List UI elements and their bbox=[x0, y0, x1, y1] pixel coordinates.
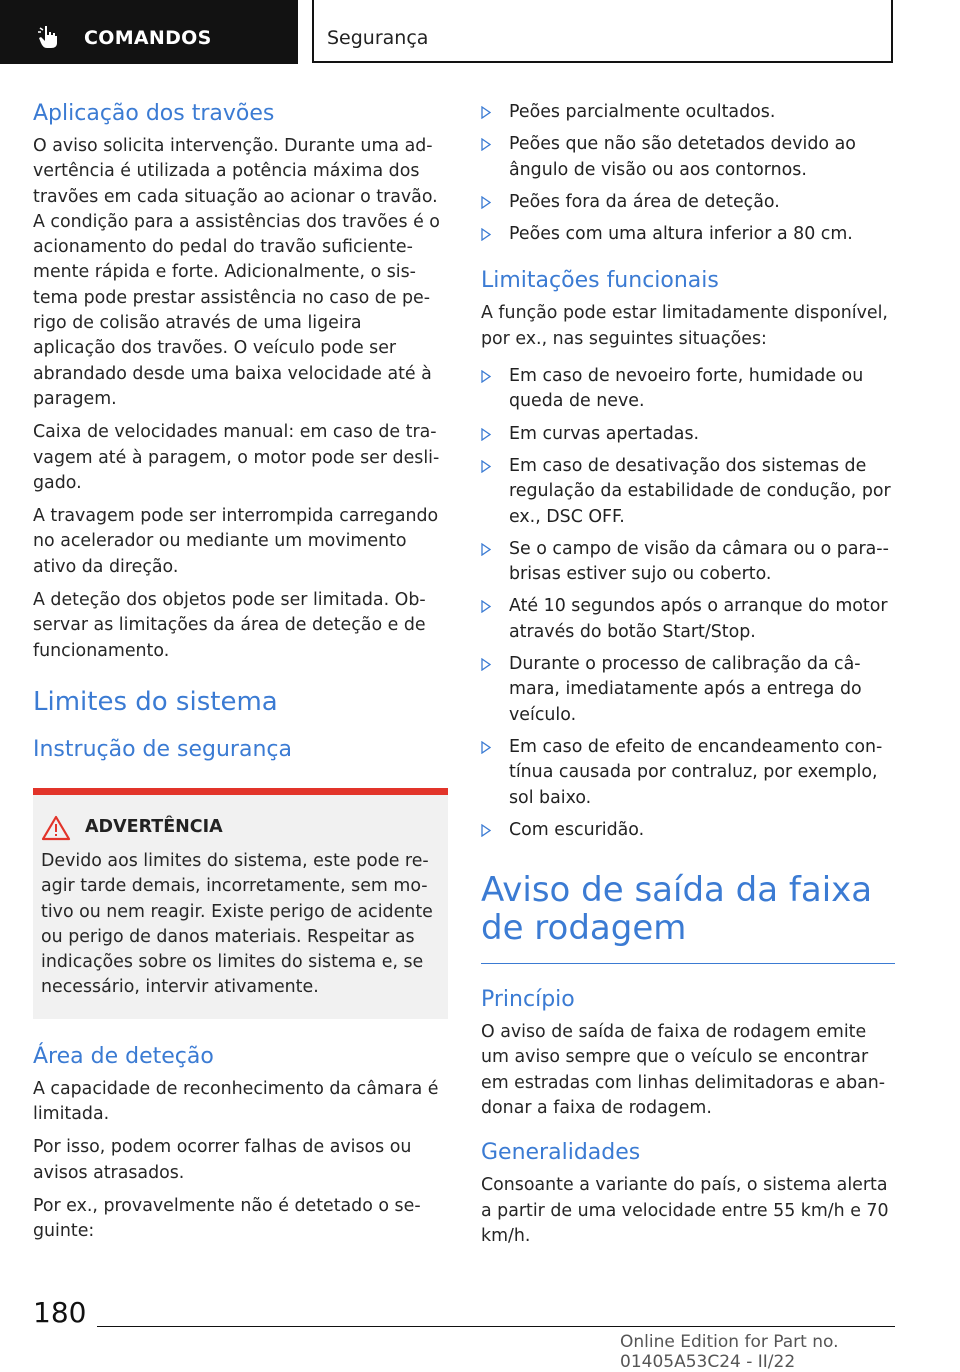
paragraph: Por isso, podem ocorrer falhas de avisos ou avisos atrasados. bbox=[33, 1137, 412, 1183]
bullet-triangle-icon bbox=[481, 196, 491, 209]
bullet-list-functional bbox=[481, 364, 895, 843]
hand-pointer-icon bbox=[36, 24, 62, 50]
chapter-title: Segurança bbox=[327, 27, 429, 49]
bullet-triangle-icon bbox=[481, 824, 491, 837]
list-item: Durante o processo de calibração da câ-mara, imediatamente após a entrega do veículo. bbox=[481, 652, 895, 728]
paragraph: O aviso de saída de faixa de rodagem emite um aviso sempre que o veículo se encontrar em estradas com linhas delimitadoras e aban-donar a faixa de rodagem. bbox=[481, 1022, 886, 1119]
list-item: Em caso de efeito de encandeamento con-tínua causada por contraluz, por exemplo, sol baixo. bbox=[481, 735, 895, 811]
list-item: Peões parcialmente ocultados. bbox=[481, 100, 895, 125]
heading-braking: Aplicação dos travões bbox=[33, 101, 275, 126]
bullet-triangle-icon bbox=[481, 370, 491, 383]
bullet-triangle-icon bbox=[481, 106, 491, 119]
list-item: Em caso de nevoeiro forte, humidade ou queda de neve. bbox=[481, 364, 895, 415]
bullet-triangle-icon bbox=[481, 460, 491, 473]
warning-label: ADVERTÊNCIA bbox=[85, 817, 223, 838]
paragraph: A deteção dos objetos pode ser limitada. Ob-servar as limitações da área de deteção e de funcionamento. bbox=[33, 590, 426, 661]
bullet-triangle-icon bbox=[481, 543, 491, 556]
bullet-list-area bbox=[481, 100, 895, 247]
paragraph: Por ex., provavelmente não é detetado o se-guinte: bbox=[33, 1195, 421, 1242]
paragraph: O aviso solicita intervenção. Durante uma ad-vertência é utilizada a potência máxima dos travões em cada situação ao acionar o travão. A condição para a assistências dos travões é o acionamento do pedal do travão suficiente-mente rápida e forte. Adicionalmente, o sis-tema pode prestar assistência no caso de pe-rigo de colisão através de uma ligeira aplicação dos travões. O veículo pode ser abrandado desde uma baixa velocidade até à paragem. bbox=[33, 136, 440, 409]
list-item: Peões que não são detetados devido ao ângulo de visão ou aos contornos. bbox=[481, 132, 895, 183]
paragraph: A travagem pode ser interrompida carregando no acelerador ou mediante um movimento ativo da direção. bbox=[33, 506, 439, 577]
bullet-triangle-icon bbox=[481, 228, 491, 241]
paragraph: A função pode estar limitadamente disponível, por ex., nas seguintes situações: bbox=[481, 303, 888, 349]
paragraph: Caixa de velocidades manual: em caso de tra-vagem até à paragem, o motor pode ser desli-gado. bbox=[33, 422, 440, 493]
section-title: COMANDOS bbox=[84, 27, 212, 49]
heading-general: Generalidades bbox=[481, 1140, 641, 1166]
list-item: Até 10 segundos após o arranque do motor através do botão Start/Stop. bbox=[481, 594, 895, 645]
warning-triangle-icon bbox=[41, 815, 71, 841]
warning-box bbox=[33, 788, 448, 1019]
heading-principle: Princípio bbox=[481, 987, 575, 1013]
heading-rule bbox=[481, 963, 895, 964]
heading-lane-departure: Aviso de saída da faixa de rodagem bbox=[481, 870, 873, 949]
bullet-triangle-icon bbox=[481, 600, 491, 613]
paragraph: Consoante a variante do país, o sistema alerta a partir de uma velocidade entre 55 km/h e 70 km/h. bbox=[481, 1175, 889, 1246]
bullet-triangle-icon bbox=[481, 741, 491, 754]
right-column bbox=[481, 100, 895, 1257]
left-column bbox=[33, 100, 448, 1253]
bullet-triangle-icon bbox=[481, 138, 491, 151]
list-item: Peões fora da área de deteção. bbox=[481, 190, 895, 215]
heading-functional-limits: Limitações funcionais bbox=[481, 268, 719, 294]
page-number: 180 bbox=[33, 1296, 87, 1329]
list-item: Peões com uma altura inferior a 80 cm. bbox=[481, 222, 895, 247]
heading-limits: Limites do sistema bbox=[33, 686, 278, 717]
list-item: Em curvas apertadas. bbox=[481, 422, 895, 447]
heading-safety: Instrução de segurança bbox=[33, 736, 292, 762]
heading-area: Área de deteção bbox=[33, 1043, 214, 1069]
chapter-tab bbox=[312, 0, 893, 63]
warning-text: Devido aos limites do sistema, este pode re-agir tarde demais, incorretamente, sem mo-tivo ou nem reagir. Existe perigo de acidente ou perigo de danos materiais. Respeitar as indicações sobre os limites do sistema e, se necessário, intervir ativamente. bbox=[41, 850, 433, 998]
edition-note: Online Edition for Part no. 01405A53C24 - II/22 bbox=[620, 1332, 839, 1372]
list-item: Em caso de desativação dos sistemas de regulação da estabilidade de condução, por ex., DSC OFF. bbox=[481, 454, 895, 530]
bullet-triangle-icon bbox=[481, 658, 491, 671]
paragraph: A capacidade de reconhecimento da câmara é limitada. bbox=[33, 1078, 439, 1125]
section-tab bbox=[0, 0, 298, 64]
list-item: Se o campo de visão da câmara ou o para--brisas estiver sujo ou coberto. bbox=[481, 537, 895, 588]
footer-rule bbox=[97, 1326, 895, 1327]
bullet-triangle-icon bbox=[481, 428, 491, 441]
list-item: Com escuridão. bbox=[481, 818, 895, 843]
